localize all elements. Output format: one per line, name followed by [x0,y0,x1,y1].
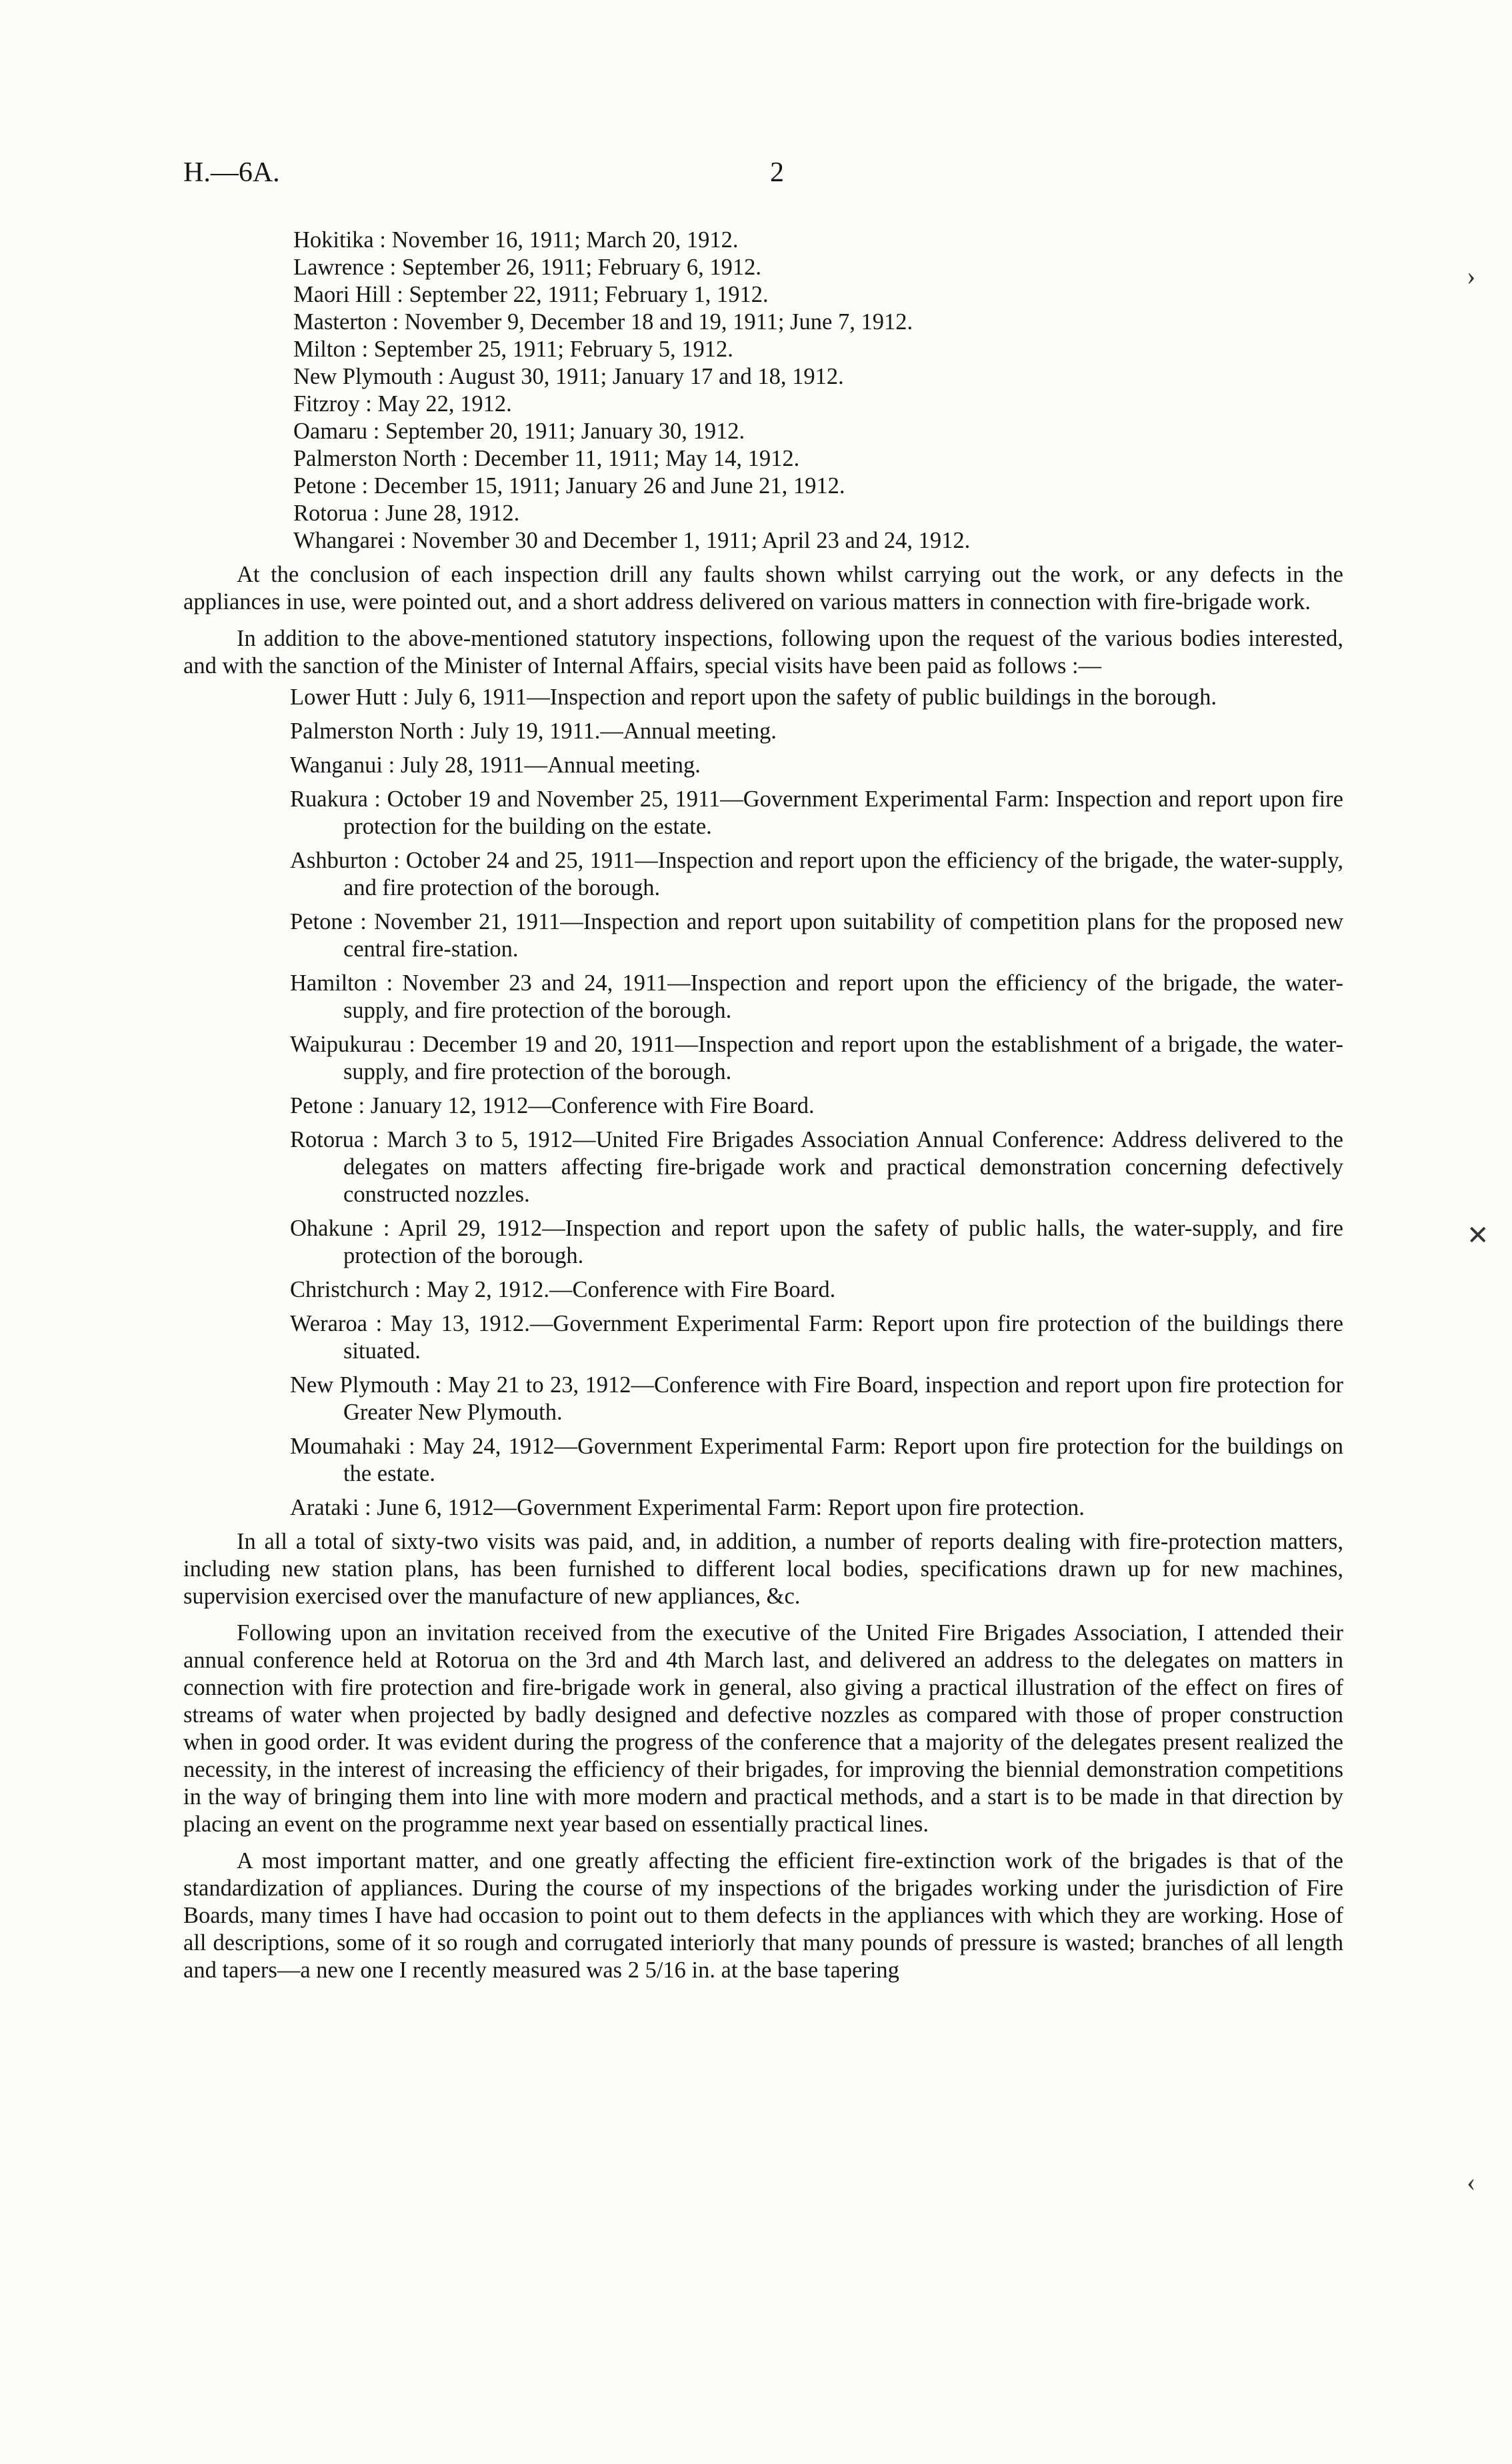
list-item: Hamilton : November 23 and 24, 1911—Inspection and report upon the efficiency of the brigade, the water-supply, and fire protection of the borough. [290,970,1343,1023]
paragraph-total: In all a total of sixty-two visits was paid, and, in addition, a number of reports dealing with fire-protection matters, including new station plans, has been furnished to different local bodies, specifications drawn up for new machines, supervision exercised over the manufacture of new appliances, &c. [183,1529,1343,1609]
list-item: Ruakura : October 19 and November 25, 1911—Government Experimental Farm: Inspection and report upon fire protection for the building on the estate. [290,786,1343,839]
list-item: Maori Hill : September 22, 1911; February 1, 1912. [293,282,769,307]
list-item: Wanganui : July 28, 1911—Annual meeting. [290,752,701,778]
list-item: New Plymouth : August 30, 1911; January 17 and 18, 1912. [293,364,844,389]
margin-mark-icon: ✕ [1467,1220,1489,1250]
list-item: Waipukurau : December 19 and 20, 1911—Inspection and report upon the establishment of a brigade, the water-supply, and fire protection of the borough. [290,1032,1343,1084]
list-item: Petone : December 15, 1911; January 26 and June 21, 1912. [293,473,845,499]
list-item: Lower Hutt : July 6, 1911—Inspection and report upon the safety of public buildings in the borough. [290,684,1217,710]
list-item: Weraroa : May 13, 1912.—Government Experimental Farm: Report upon fire protection of the buildings there situated. [290,1311,1343,1364]
special-visit-list [183,684,1343,1522]
document-reference: H.—6A. [183,157,280,188]
list-item: Lawrence : September 26, 1911; February 6, 1912. [293,255,761,280]
list-item: Arataki : June 6, 1912—Government Experimental Farm: Report upon fire protection. [290,1495,1085,1520]
inspection-visit-list [183,227,1343,555]
paragraph-conclusion: At the conclusion of each inspection drill any faults shown whilst carrying out the work, or any defects in the appliances in use, were pointed out, and a short address delivered on various matters in connection with fire-brigade work. [183,562,1343,615]
margin-mark-icon: ‹ [1467,2167,1476,2197]
list-item: Palmerston North : July 19, 1911.—Annual meeting. [290,718,777,744]
list-item: Whangarei : November 30 and December 1, 1911; April 23 and 24, 1912. [293,528,971,553]
list-item: Oamaru : September 20, 1911; January 30, 1912. [293,419,745,444]
paragraph-conference: Following upon an invitation received from the executive of the United Fire Brigades Association, I attended their annual conference held at Rotorua on the 3rd and 4th March last, and delivered an address to the delegates on matters in connection with fire protection and fire-brigade work in general, also giving a practical illustration of the effect on fires of streams of water when projected by badly designed and defective nozzles as compared with those of proper construction when in good order. It was evident during the progress of the conference that a majority of the delegates present realized the necessity, in the interest of increasing the efficiency of their brigades, for improving the biennial demonstration competitions in the way of bringing them into line with more modern and practical methods, and a start is to be made in that direction by placing an event on the programme next year based on essentially practical lines. [183,1620,1343,1837]
margin-mark-icon: › [1467,261,1476,291]
page-number: 2 [770,157,784,188]
list-item: Ashburton : October 24 and 25, 1911—Inspection and report upon the efficiency of the brigade, the water-supply, and fire protection of the borough. [290,848,1343,900]
body-text [183,227,1343,1984]
list-item: Milton : September 25, 1911; February 5, 1912. [293,337,733,362]
list-item: Petone : November 21, 1911—Inspection and report upon suitability of competition plans for the proposed new central fire-station. [290,909,1343,962]
paragraph-addition: In addition to the above-mentioned statutory inspections, following upon the request of the various bodies interested, and with the sanction of the Minister of Internal Affairs, special visits have been paid as follows :— [183,626,1343,678]
list-item: Palmerston North : December 11, 1911; May 14, 1912. [293,446,800,471]
paragraph-standardization: A most important matter, and one greatly affecting the efficient fire-extinction work of the brigades is that of the standardization of appliances. During the course of my inspections of the brigades working under the jurisdiction of Fire Boards, many times I have had occasion to point out to them defects in the appliances with which they are working. Hose of all descriptions, some of it so rough and corrugated interiorly that many pounds of pressure is wasted; branches of all length and tapers—a new one I recently measured was 2 5/16 in. at the base tapering [183,1848,1343,1983]
list-item: New Plymouth : May 21 to 23, 1912—Conference with Fire Board, inspection and report upon fire protection for Greater New Plymouth. [290,1372,1343,1425]
list-item: Moumahaki : May 24, 1912—Government Experimental Farm: Report upon fire protection for the buildings on the estate. [290,1434,1344,1486]
list-item: Christchurch : May 2, 1912.—Conference with Fire Board. [290,1277,836,1302]
list-item: Rotorua : June 28, 1912. [293,501,520,526]
list-item: Ohakune : April 29, 1912—Inspection and report upon the safety of public halls, the water-supply, and fire protection of the borough. [290,1216,1343,1268]
list-item: Fitzroy : May 22, 1912. [293,391,512,417]
list-item: Petone : January 12, 1912—Conference with Fire Board. [290,1093,815,1118]
page-header [183,157,1330,197]
list-item: Hokitika : November 16, 1911; March 20, 1912. [293,227,739,253]
list-item: Masterton : November 9, December 18 and 19, 1911; June 7, 1912. [293,309,913,335]
list-item: Rotorua : March 3 to 5, 1912—United Fire Brigades Association Annual Conference: Address delivered to the delegates on matters affecting fire-brigade work and practical demonstration concerning defectively constructed nozzles. [290,1127,1343,1207]
